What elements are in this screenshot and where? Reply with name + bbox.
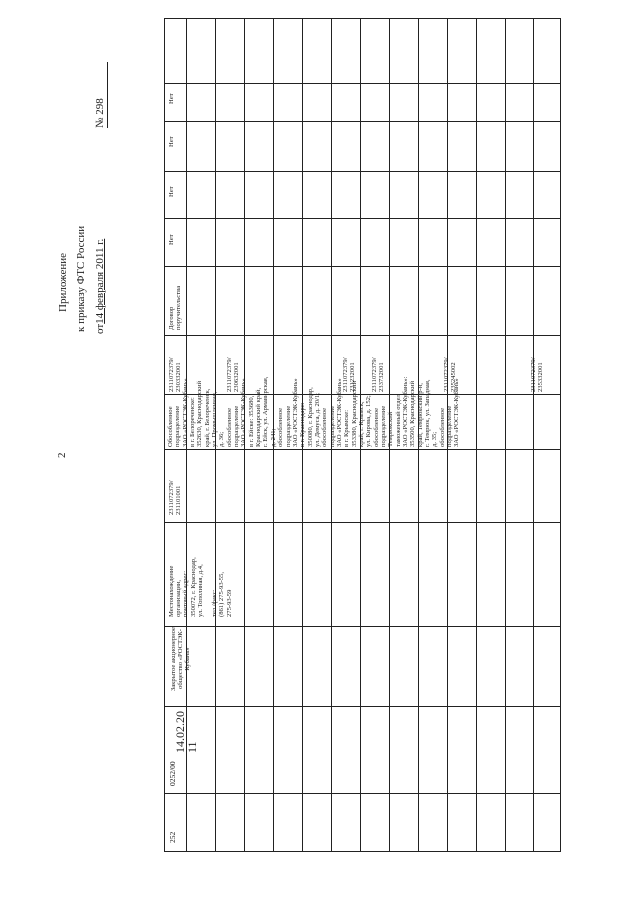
row-index: 252 bbox=[168, 831, 177, 843]
header-line-title: Приложение bbox=[57, 252, 69, 312]
branch-kpp-2: 2311072379/ 230632001 bbox=[226, 357, 241, 392]
flag-2: Нет bbox=[168, 186, 175, 197]
branch-kpp-3: 2311072379/ 231232001 bbox=[342, 357, 357, 392]
col-sep bbox=[164, 266, 561, 267]
row-date: 14.02.2011 bbox=[173, 711, 199, 753]
order-date: 14 февраля 2011 г. bbox=[94, 238, 106, 324]
org-inn-kpp: 2311072379/ 231101001 bbox=[168, 480, 183, 515]
branch-kpp-5: 2311072379/ 235245002 bbox=[443, 357, 458, 392]
flag-1: Нет bbox=[168, 234, 175, 245]
col-sep bbox=[164, 335, 561, 336]
order-number-underline bbox=[107, 62, 108, 128]
org-address: Местонахождение организации, почтовый адрес: 350072, г. Краснодар, ул. Тополиная, д.4, тел./факс: (861) 275-93-55, 275-93-59 bbox=[168, 557, 233, 617]
col-sep bbox=[164, 171, 561, 172]
col-sep bbox=[164, 121, 561, 122]
col-sep bbox=[164, 626, 561, 627]
row-code: 0252/00 bbox=[168, 761, 177, 786]
order-number: № 298 bbox=[94, 98, 106, 128]
header-line-order: к приказу ФТС России bbox=[75, 225, 87, 332]
flag-4: Нет bbox=[168, 93, 175, 104]
row-sep bbox=[505, 18, 506, 852]
branch-kpp-4: 2311072379/ 233732001 bbox=[371, 357, 386, 392]
col-sep bbox=[164, 449, 561, 450]
row-sep bbox=[533, 18, 534, 852]
header-line-date: от14 февраля 2011 г. bbox=[94, 238, 106, 334]
col-sep bbox=[164, 83, 561, 84]
col-sep bbox=[164, 522, 561, 523]
branch-kpp-1: 2311072379/ 230332001 bbox=[168, 357, 183, 392]
page-number: 2 bbox=[56, 452, 68, 458]
row-sep bbox=[476, 18, 477, 852]
col-sep bbox=[164, 793, 561, 794]
col-sep bbox=[164, 218, 561, 219]
flag-3: Нет bbox=[168, 136, 175, 147]
security-type: Договор поручительства bbox=[168, 285, 183, 330]
branch-kpp-6: 2311072379/ 235332001 bbox=[530, 357, 545, 392]
org-name: Закрытое акционерное общество «РОСТЭК-Кубань» bbox=[170, 627, 192, 691]
branches-list: Обособленное подразделение ЗАО «РОСТЭК-Кубань» в г. Белореченске: 352630, Краснодарский край, г. Белореченск, ул. Промышленная, д. 36; обособленное подразделение ЗАО «РОСТЭК-Кубань» в г. Ейске: 353680, Краснодарский край, г. Ейск, ул. Армавирская, д. 241; обособленное подразделение ЗАО «РОСТЭК-Кубань» в г. Краснодаре: 350080, г. Краснодар, ул. Демуса, д. 20/1; обособленное подразделение ЗАО «РОСТЭК-Кубань» в г. Крымске: 353380, Краснодарский край, г. Крымск, ул. Кирова, д. 152; обособленное подразделение Темрюкский таможенный отдел ЗАО «РОСТЭК-Кубань»: 353500, Краснодарский край, Темрюкский р-н, г. Темрюк, ул. Западная, д. 35; обособленное подразделение ЗАО «РОСТЭК-Кубань» bbox=[167, 376, 461, 447]
col-sep bbox=[164, 706, 561, 707]
